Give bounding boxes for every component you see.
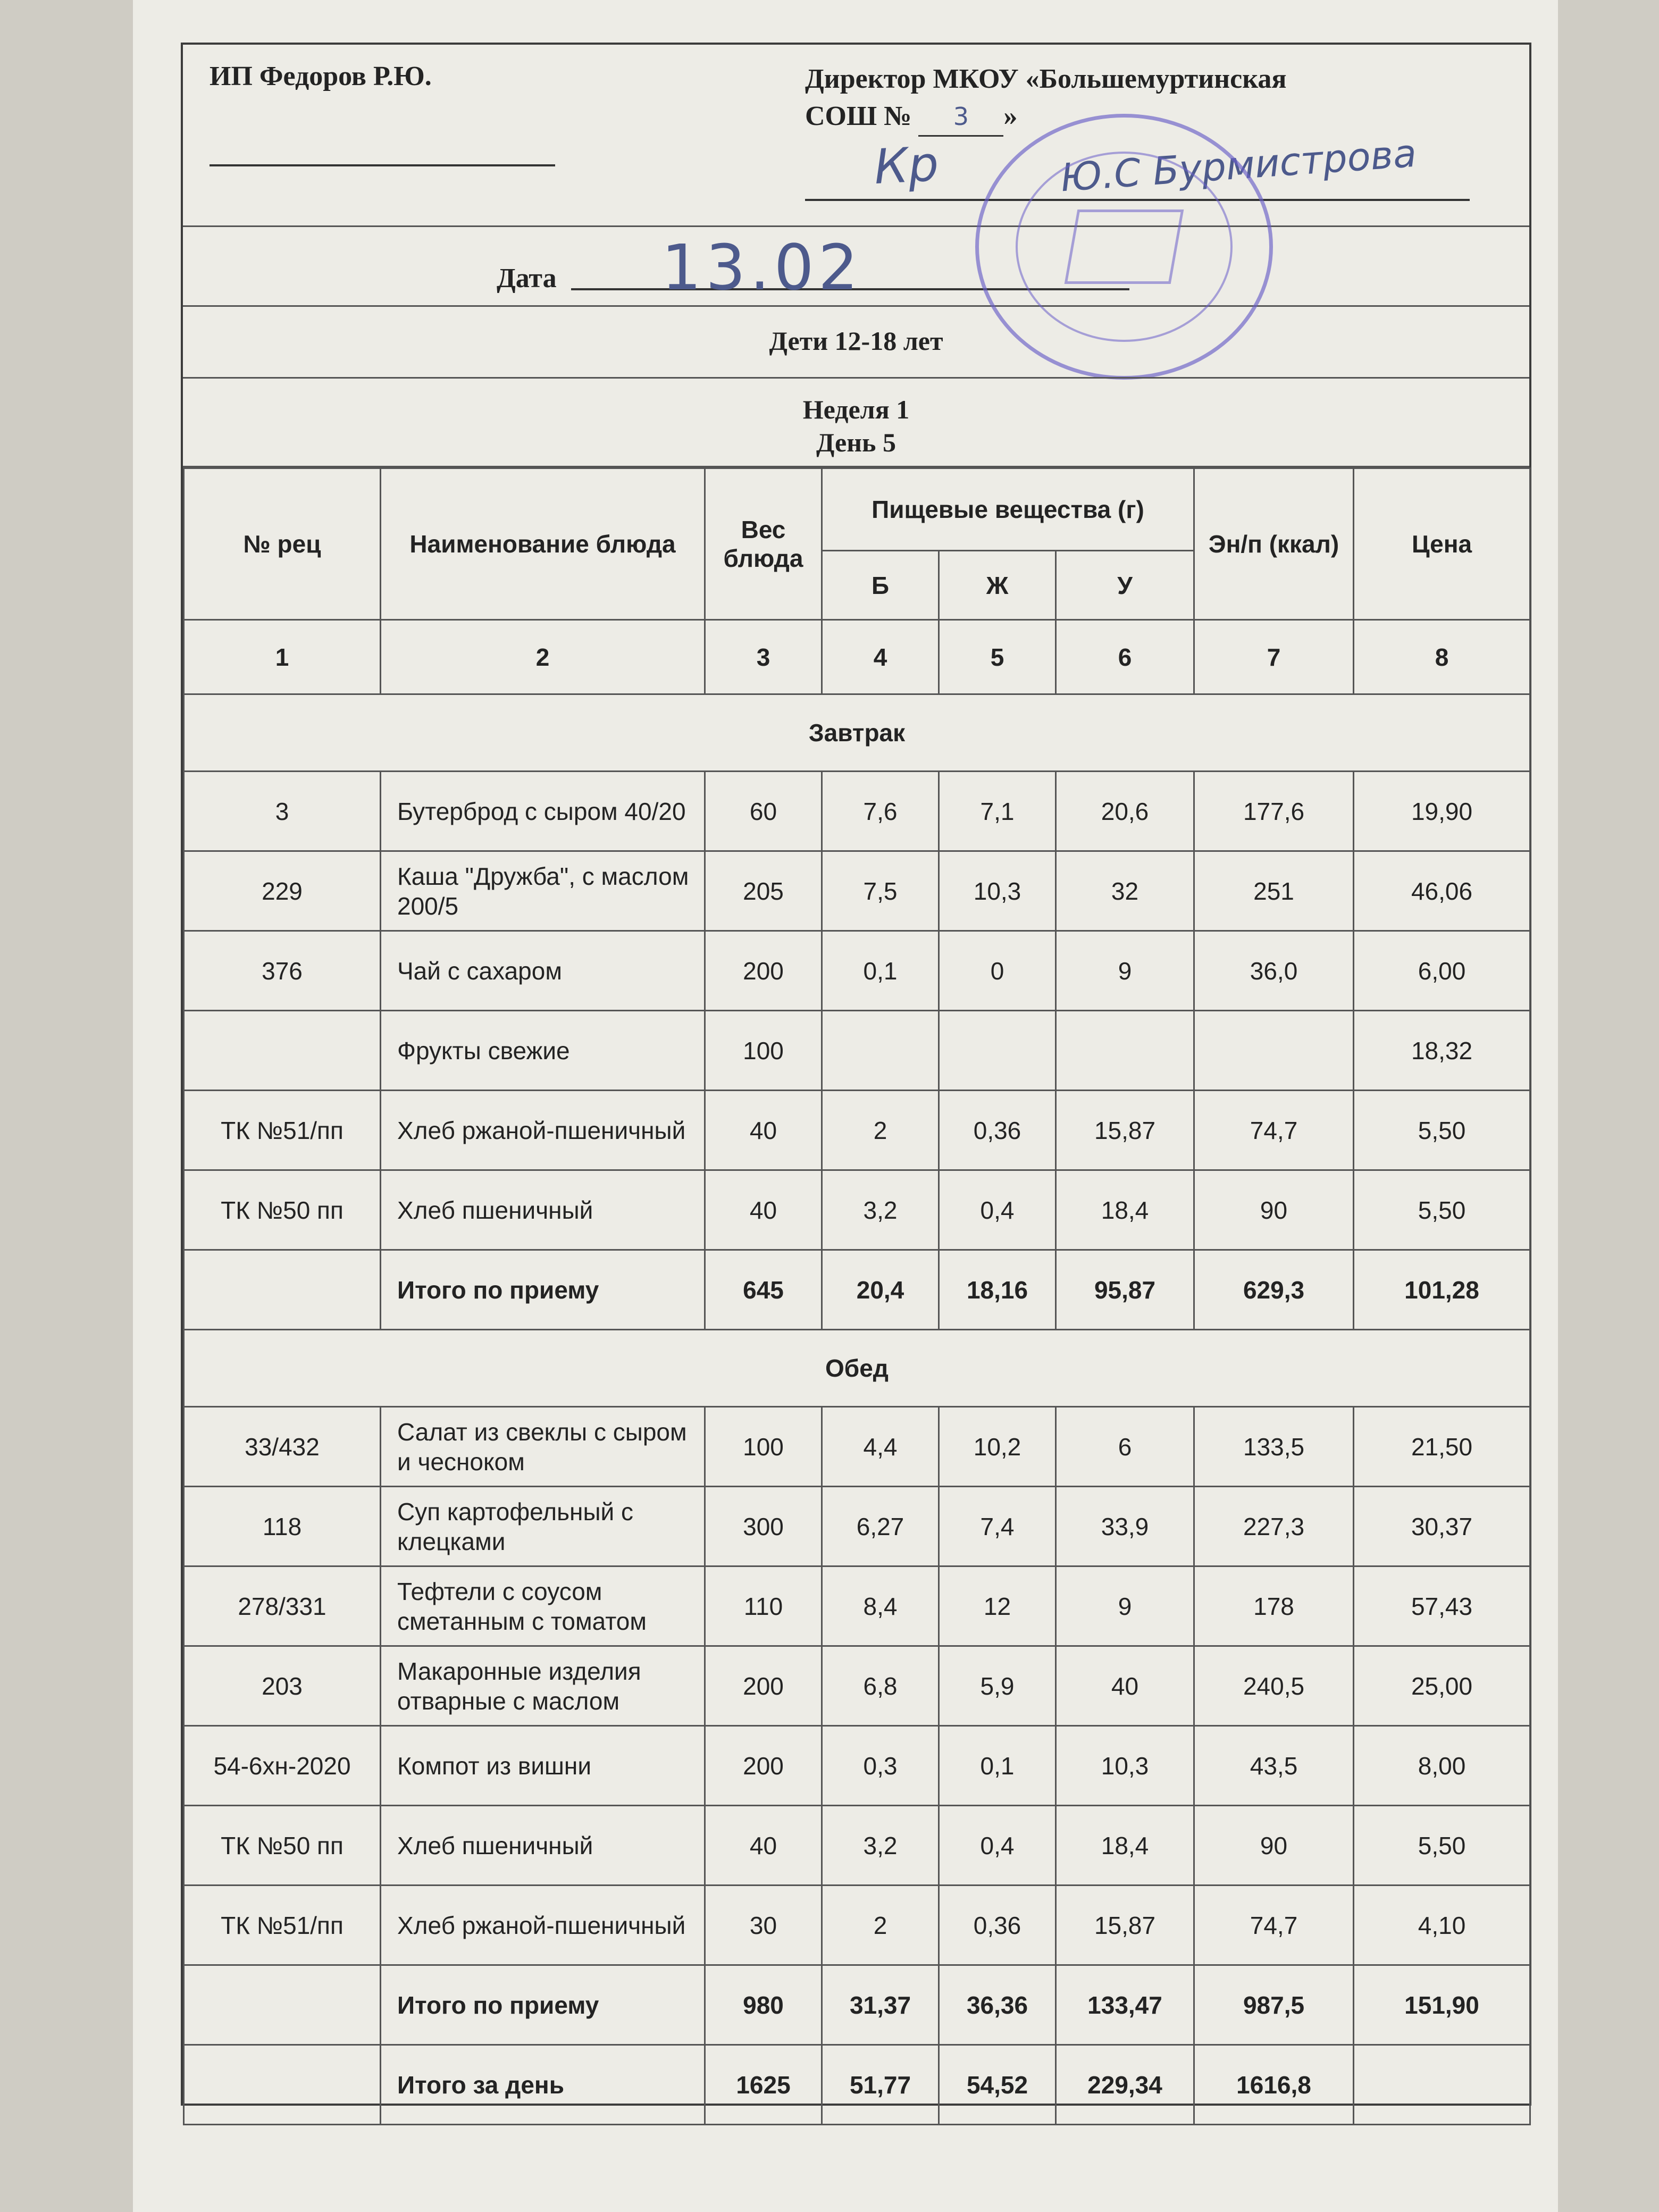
section-title: Обед [184, 1330, 1530, 1407]
dish-name: Хлеб ржаной-пшеничный [381, 1886, 705, 1965]
cell-fat: 10,3 [939, 851, 1056, 931]
menu-document [181, 43, 1531, 2106]
dish-name: Компот из вишни [381, 1726, 705, 1806]
cell-fat: 0,36 [939, 1091, 1056, 1170]
week-day-block [183, 377, 1529, 467]
cell-protein: 7,5 [822, 851, 939, 931]
total-price: 101,28 [1354, 1250, 1530, 1330]
cell-weight: 40 [705, 1091, 822, 1170]
total-fat: 36,36 [939, 1965, 1056, 2045]
cell-fat: 12 [939, 1566, 1056, 1646]
table-row [184, 1170, 1530, 1250]
recipe-number: 229 [184, 851, 381, 931]
total-energy: 987,5 [1194, 1965, 1354, 2045]
cell-price: 21,50 [1354, 1407, 1530, 1487]
cell-fat: 5,9 [939, 1646, 1056, 1726]
cell-fat: 7,1 [939, 772, 1056, 851]
cell-fat: 0,36 [939, 1886, 1056, 1965]
school-number: 3 [953, 102, 969, 131]
recipe-number: 54-6хн-2020 [184, 1726, 381, 1806]
cell-energy: 74,7 [1194, 1886, 1354, 1965]
col-weight: Вес блюда [705, 468, 822, 620]
total-price: 151,90 [1354, 1965, 1530, 2045]
column-number: 7 [1194, 620, 1354, 694]
cell-protein: 6,8 [822, 1646, 939, 1726]
school-suffix: » [1003, 101, 1018, 131]
cell-carbs: 15,87 [1056, 1091, 1194, 1170]
column-number: 1 [184, 620, 381, 694]
day-label: День 5 [816, 428, 896, 457]
table-row [184, 1886, 1530, 1965]
table-row [184, 772, 1530, 851]
cell-carbs: 40 [1056, 1646, 1194, 1726]
section-title: Завтрак [184, 694, 1530, 772]
cell-weight: 200 [705, 931, 822, 1011]
date-row [183, 225, 1529, 307]
day-total-weight: 1625 [705, 2045, 822, 2125]
cell-price: 4,10 [1354, 1886, 1530, 1965]
table-row [184, 1806, 1530, 1886]
col-fat: Ж [939, 551, 1056, 620]
cell-weight: 200 [705, 1646, 822, 1726]
total-row [184, 1965, 1530, 2045]
dish-name: Суп картофельный с клецками [381, 1487, 705, 1566]
cell-protein: 3,2 [822, 1170, 939, 1250]
table-row [184, 1011, 1530, 1091]
cell-energy: 178 [1194, 1566, 1354, 1646]
cell-price: 6,00 [1354, 931, 1530, 1011]
total-label: Итого по приему [381, 1250, 705, 1330]
col-carbs: У [1056, 551, 1194, 620]
stamp-book-icon [1065, 210, 1184, 284]
column-number: 4 [822, 620, 939, 694]
cell-energy: 240,5 [1194, 1646, 1354, 1726]
cell-weight: 40 [705, 1806, 822, 1886]
cell-weight: 300 [705, 1487, 822, 1566]
section-row [184, 1330, 1530, 1407]
total-fat: 18,16 [939, 1250, 1056, 1330]
supplier-title: ИП Федоров Р.Ю. [210, 61, 432, 91]
table-row [184, 1646, 1530, 1726]
recipe-number: 3 [184, 772, 381, 851]
day-total-row [184, 2045, 1530, 2125]
document-header [183, 45, 1529, 227]
cell-carbs: 15,87 [1056, 1886, 1194, 1965]
col-energy: Эн/п (ккал) [1194, 468, 1354, 620]
menu-table [183, 467, 1531, 2125]
cell-carbs: 33,9 [1056, 1487, 1194, 1566]
cell-energy: 133,5 [1194, 1407, 1354, 1487]
date-label: Дата [497, 263, 557, 294]
cell-price: 8,00 [1354, 1726, 1530, 1806]
cell-price: 30,37 [1354, 1487, 1530, 1566]
cell-weight: 110 [705, 1566, 822, 1646]
cell-energy: 90 [1194, 1806, 1354, 1886]
cell-energy: 251 [1194, 851, 1354, 931]
recipe-number: 278/331 [184, 1566, 381, 1646]
cell-weight: 200 [705, 1726, 822, 1806]
director-signature: Кр [873, 136, 940, 196]
recipe-number: 118 [184, 1487, 381, 1566]
dish-name: Макаронные изделия отварные с маслом [381, 1646, 705, 1726]
total-carbs: 133,47 [1056, 1965, 1194, 2045]
cell-protein: 0,3 [822, 1726, 939, 1806]
cell-fat: 0 [939, 931, 1056, 1011]
cell-fat: 0,4 [939, 1170, 1056, 1250]
column-number: 6 [1056, 620, 1194, 694]
cell-price: 57,43 [1354, 1566, 1530, 1646]
day-total-protein: 51,77 [822, 2045, 939, 2125]
cell-protein: 6,27 [822, 1487, 939, 1566]
cell-carbs: 10,3 [1056, 1726, 1194, 1806]
cell-protein: 2 [822, 1091, 939, 1170]
cell-carbs: 18,4 [1056, 1170, 1194, 1250]
director-title-line2 [805, 98, 1287, 137]
cell-energy: 177,6 [1194, 772, 1354, 851]
dish-name: Хлеб пшеничный [381, 1806, 705, 1886]
cell-weight: 100 [705, 1011, 822, 1091]
cell-price: 5,50 [1354, 1170, 1530, 1250]
cell-energy: 36,0 [1194, 931, 1354, 1011]
recipe-number: 376 [184, 931, 381, 1011]
cell-energy: 90 [1194, 1170, 1354, 1250]
day-total-price [1354, 2045, 1530, 2125]
cell-price: 46,06 [1354, 851, 1530, 931]
cell-energy [1194, 1011, 1354, 1091]
dish-name: Бутерброд с сыром 40/20 [381, 772, 705, 851]
cell-carbs: 9 [1056, 931, 1194, 1011]
table-row [184, 931, 1530, 1011]
header-row-1 [184, 468, 1530, 551]
director-title-line1: Директор МКОУ «Большемуртинская [805, 64, 1287, 94]
cell-fat: 7,4 [939, 1487, 1056, 1566]
recipe-number: ТК №51/пп [184, 1091, 381, 1170]
week-label: Неделя 1 [802, 395, 910, 424]
column-number: 3 [705, 620, 822, 694]
cell-fat: 0,1 [939, 1726, 1056, 1806]
column-number-row [184, 620, 1530, 694]
cell-protein: 8,4 [822, 1566, 939, 1646]
day-total-energy: 1616,8 [1194, 2045, 1354, 2125]
total-protein: 31,37 [822, 1965, 939, 2045]
cell-price: 5,50 [1354, 1806, 1530, 1886]
day-total-empty-cell [184, 2045, 381, 2125]
cell-protein: 7,6 [822, 772, 939, 851]
cell-energy: 43,5 [1194, 1726, 1354, 1806]
recipe-number: 33/432 [184, 1407, 381, 1487]
cell-protein: 0,1 [822, 931, 939, 1011]
total-carbs: 95,87 [1056, 1250, 1194, 1330]
cell-energy: 227,3 [1194, 1487, 1354, 1566]
cell-protein [822, 1011, 939, 1091]
cell-weight: 40 [705, 1170, 822, 1250]
recipe-number [184, 1011, 381, 1091]
cell-weight: 60 [705, 772, 822, 851]
day-total-label: Итого за день [381, 2045, 705, 2125]
recipe-number: ТК №50 пп [184, 1170, 381, 1250]
cell-energy: 74,7 [1194, 1091, 1354, 1170]
dish-name: Фрукты свежие [381, 1011, 705, 1091]
table-row [184, 1566, 1530, 1646]
total-weight: 980 [705, 1965, 822, 2045]
total-empty-cell [184, 1250, 381, 1330]
table-row [184, 1091, 1530, 1170]
col-recipe-no: № рец [184, 468, 381, 620]
column-number: 8 [1354, 620, 1530, 694]
cell-fat [939, 1011, 1056, 1091]
recipe-number: ТК №50 пп [184, 1806, 381, 1886]
col-protein: Б [822, 551, 939, 620]
cell-carbs [1056, 1011, 1194, 1091]
cell-weight: 100 [705, 1407, 822, 1487]
cell-protein: 3,2 [822, 1806, 939, 1886]
day-total-fat: 54,52 [939, 2045, 1056, 2125]
day-total-carbs: 229,34 [1056, 2045, 1194, 2125]
dish-name: Каша "Дружба", с маслом 200/5 [381, 851, 705, 931]
cell-carbs: 20,6 [1056, 772, 1194, 851]
total-protein: 20,4 [822, 1250, 939, 1330]
col-price: Цена [1354, 468, 1530, 620]
total-energy: 629,3 [1194, 1250, 1354, 1330]
dish-name: Хлеб ржаной-пшеничный [381, 1091, 705, 1170]
school-prefix: СОШ № [805, 101, 912, 131]
table-row [184, 1487, 1530, 1566]
total-row [184, 1250, 1530, 1330]
cell-carbs: 9 [1056, 1566, 1194, 1646]
cell-carbs: 32 [1056, 851, 1194, 931]
cell-carbs: 6 [1056, 1407, 1194, 1487]
cell-price: 25,00 [1354, 1646, 1530, 1726]
age-group: Дети 12-18 лет [183, 305, 1529, 379]
cell-price: 5,50 [1354, 1091, 1530, 1170]
dish-name: Тефтели с соусом сметанным с томатом [381, 1566, 705, 1646]
column-number: 2 [381, 620, 705, 694]
supplier-signature-line [210, 164, 555, 166]
director-title [805, 61, 1287, 137]
cell-protein: 4,4 [822, 1407, 939, 1487]
director-handwritten-name: Ю.С Бурмистрова [1059, 130, 1418, 200]
total-weight: 645 [705, 1250, 822, 1330]
cell-fat: 0,4 [939, 1806, 1056, 1886]
cell-fat: 10,2 [939, 1407, 1056, 1487]
dish-name: Хлеб пшеничный [381, 1170, 705, 1250]
total-label: Итого по приему [381, 1965, 705, 2045]
dish-name: Чай с сахаром [381, 931, 705, 1011]
table-row [184, 1407, 1530, 1487]
cell-weight: 30 [705, 1886, 822, 1965]
cell-weight: 205 [705, 851, 822, 931]
table-row [184, 851, 1530, 931]
col-dish-name: Наименование блюда [381, 468, 705, 620]
column-number: 5 [939, 620, 1056, 694]
cell-price: 18,32 [1354, 1011, 1530, 1091]
cell-protein: 2 [822, 1886, 939, 1965]
col-nutrients: Пищевые вещества (г) [822, 468, 1194, 551]
recipe-number: 203 [184, 1646, 381, 1726]
total-empty-cell [184, 1965, 381, 2045]
section-row [184, 694, 1530, 772]
cell-price: 19,90 [1354, 772, 1530, 851]
dish-name: Салат из свеклы с сыром и чесноком [381, 1407, 705, 1487]
recipe-number: ТК №51/пп [184, 1886, 381, 1965]
cell-carbs: 18,4 [1056, 1806, 1194, 1886]
date-value: 13.02 [661, 231, 862, 304]
table-row [184, 1726, 1530, 1806]
